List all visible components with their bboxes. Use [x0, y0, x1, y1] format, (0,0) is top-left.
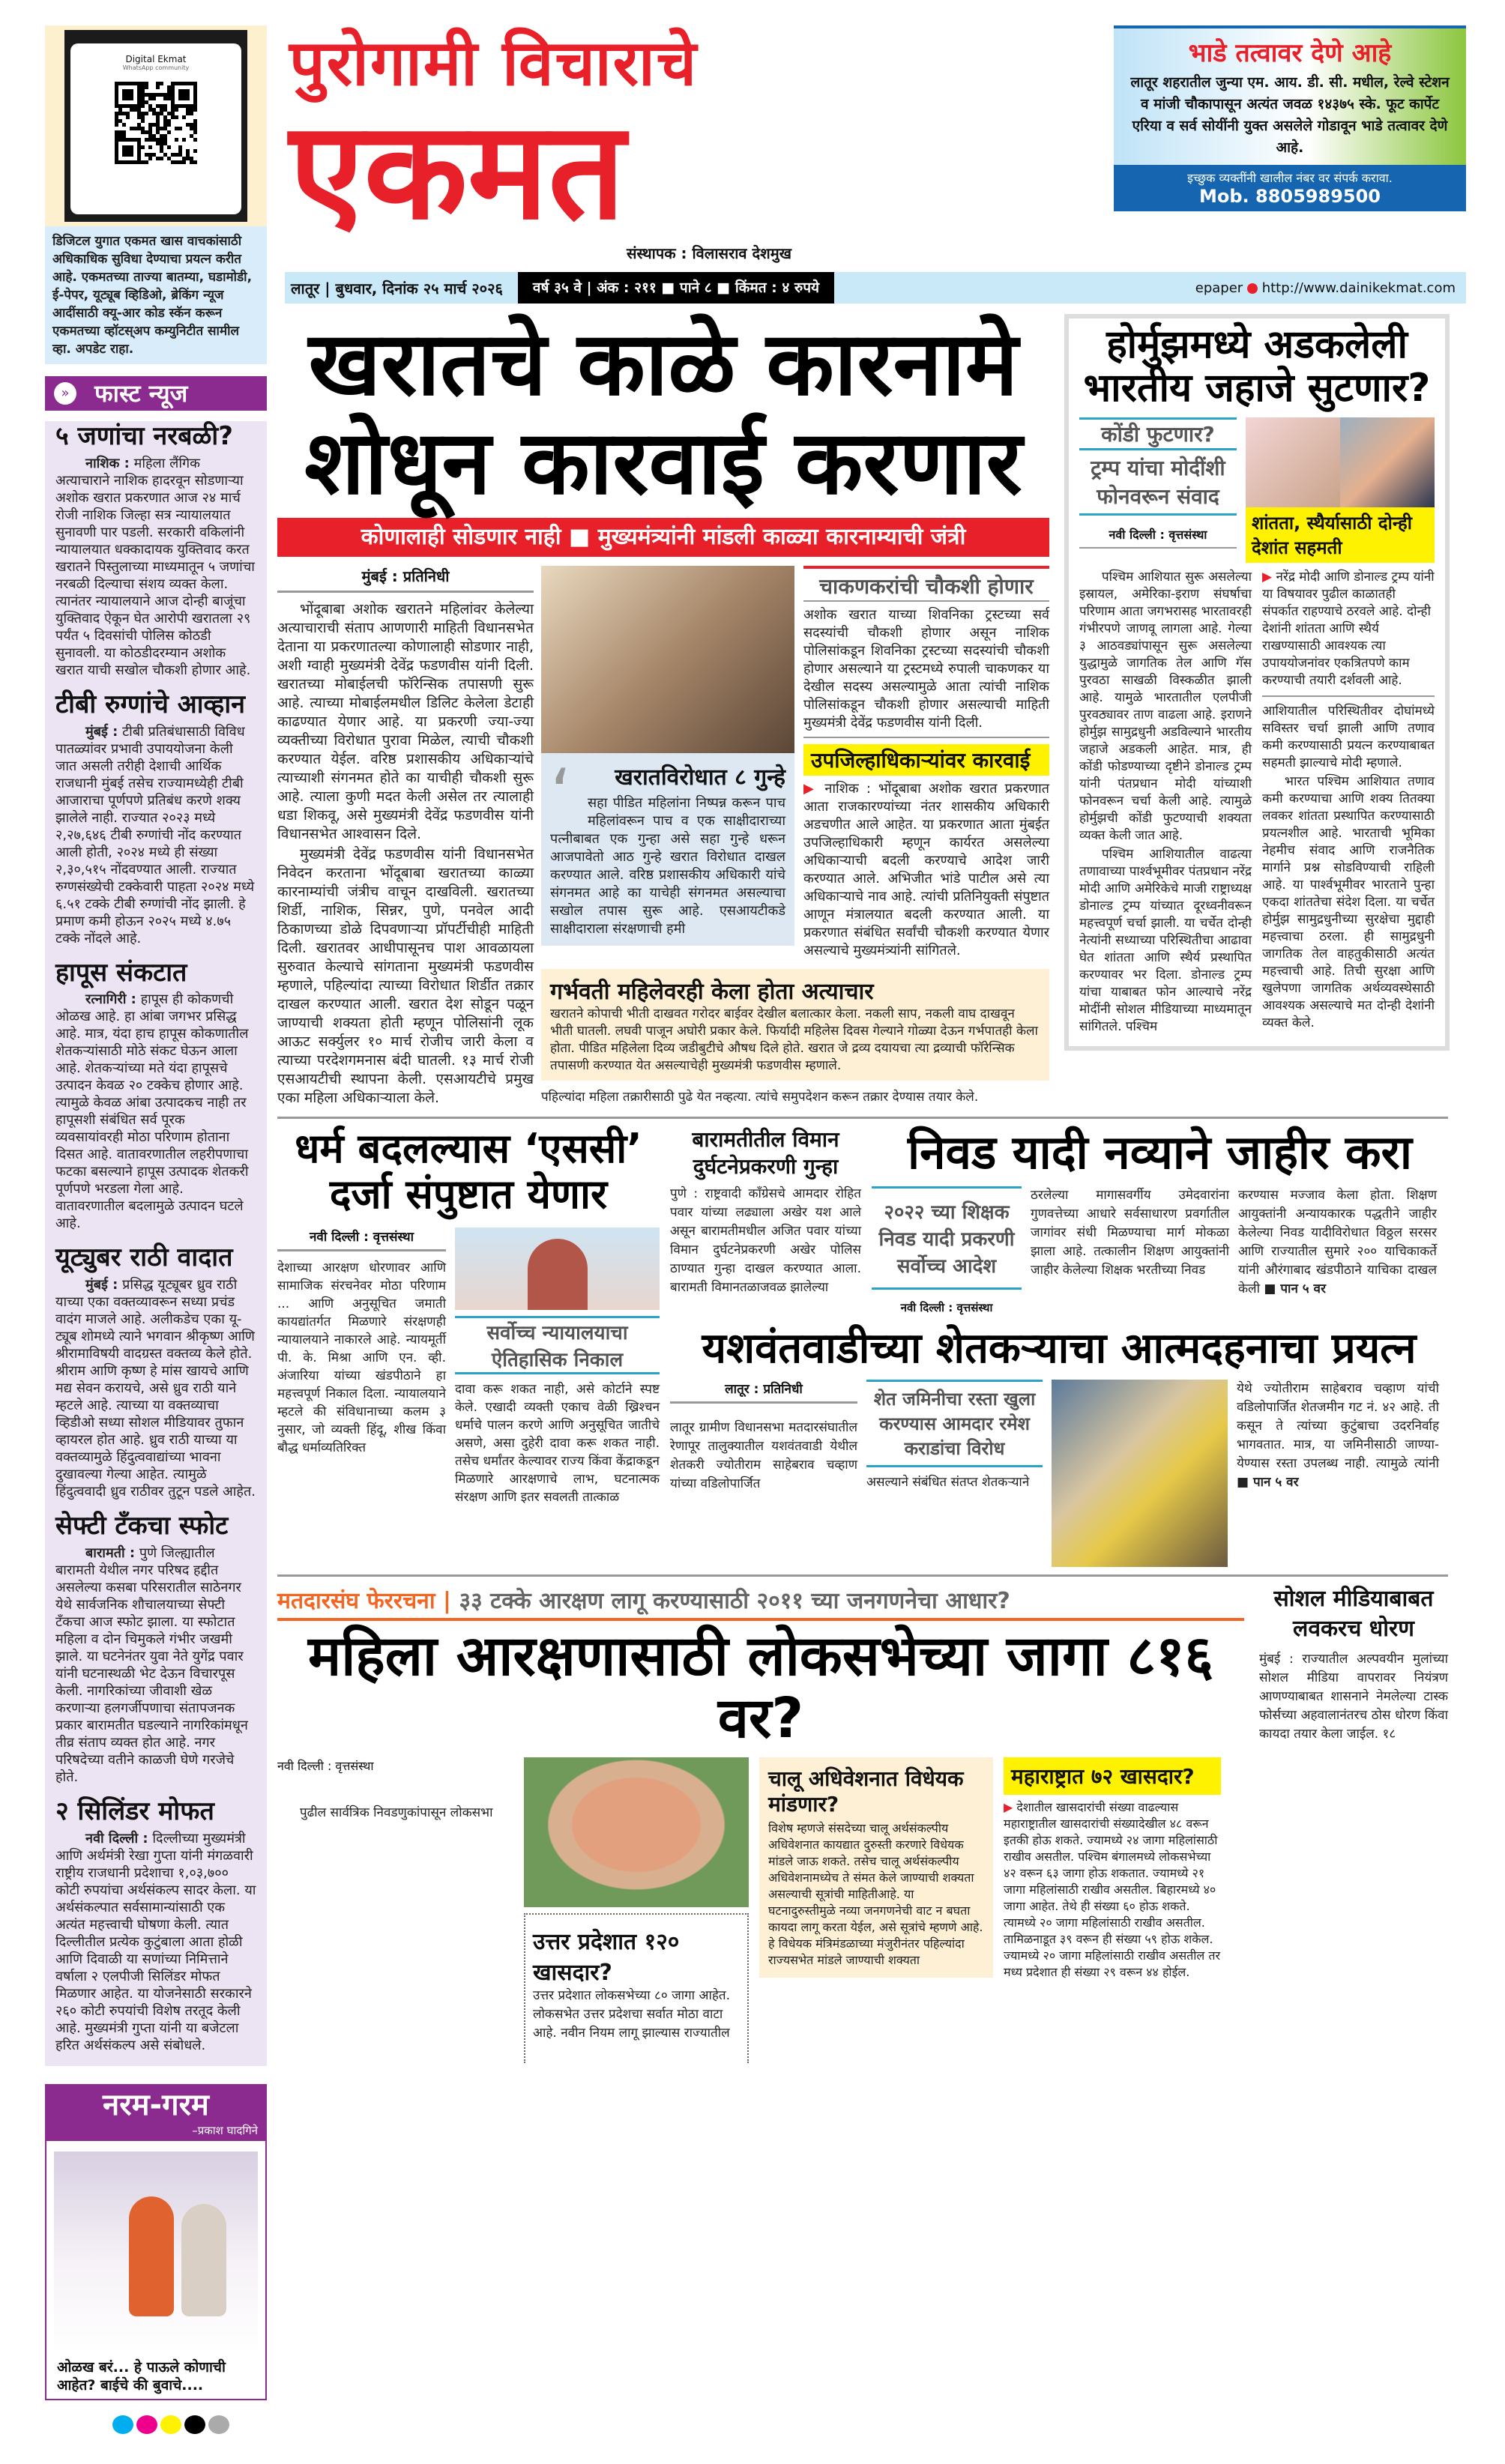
fast-news-headline: सेफ्टी टँकचा स्फोट — [55, 1511, 229, 1541]
farmer-protest-photo — [1052, 1380, 1228, 1567]
fast-news-item — [55, 1544, 256, 1786]
lead-strap: कोणालाही सोडणार नाही ■ मुख्यमंत्र्यांनी मांडली काळ्या कारनाम्याची जंत्री — [277, 518, 1049, 557]
modi-trump-photo — [1246, 417, 1435, 507]
fast-news-item — [55, 455, 256, 679]
sc-dateline: नवी दिल्ली : वृत्तसंस्था — [277, 1228, 446, 1251]
selection-col2-text: करण्यास मज्जाव केला होता. शिक्षण आयुक्तांनी अन्यायकारक पद्धतीने जाहीर केलेल्या निवड यादीविरोधात विठ्ठल सरसर आणि राज्यातील सुमारे २०० याचिकाकर्ते यांनी औरंगाबाद खंडपीठाने याचिका दाखल केली — [1238, 1187, 1437, 1296]
reservation-headline: महिला आरक्षणासाठी लोकसभेच्या जागा ८१६ वर? — [307, 1624, 1214, 1751]
lead-story — [277, 314, 1049, 1109]
lead-headline-line2: शोधून कारवाई करणार — [304, 411, 1022, 515]
fast-news-headline: यूट्युबर राठी वादात — [55, 1242, 233, 1273]
lead-headline-line1: खरातचे काळे कारनामे — [308, 312, 1019, 415]
pregnant-box-title: गर्भवती महिलेवरही केला होता अत्याचार — [550, 979, 874, 1006]
chevron-down-icon: » — [54, 382, 76, 405]
hormuz-photo-caption: शांतता, स्थैर्यासाठी दोन्ही देशांत सहमती — [1246, 507, 1435, 563]
fast-news-place: मुंबई : — [85, 723, 118, 740]
yashwantwadi-headline: यशवंतवाडीच्या शेतकऱ्याचा आत्मदहनाचा प्रयत्न — [702, 1323, 1417, 1373]
lead-dateline: मुंबई : प्रतिनिधी — [277, 566, 534, 593]
fast-news-body: प्रसिद्ध यूट्यूबर ध्रुव राठी याच्या एका वक्तव्यावरून सध्या प्रचंड वादंग माजले आहे. अलीकडेच एका यू-ट्यूब शोमध्ये त्याने भगवान श्रीकृष्ण आणि श्रीरामाविषयी वादग्रस्त वक्तव्य केले होते. श्रीराम आणि कृष्ण हे मांस खायचे आणि मद्य सेवन करायचे, असे ध्रुव राठी याने म्हटले आहे. त्याच्या या वक्तव्याचा व्हिडीओ सध्या सोशल मीडियावर तुफान व्हायरल होत आहे. ध्रुव राठी याच्या या वक्तव्यामुळे हिंदुत्ववाद्यांच्या भावना दुखावल्या गेल्या आहेत. त्यामुळे हिंदुत्ववादी ध्रुव राठीवर तुटून पडले आहेत. — [55, 1277, 256, 1500]
up-box-body: उत्तर प्रदेशात लोकसभेच्या ८० जागा आहेत. लोकसभेत उत्तर प्रदेशचा सर्वात मोठा वाटा आहे. नवीन नियम लागू झाल्यास राज्यातील — [533, 1988, 730, 2041]
parliament-photo — [524, 1757, 749, 1907]
baramati-headline: बारामतीतील विमान दुर्घटनेप्रकरणी गुन्हा — [692, 1127, 839, 1180]
qr-panel — [45, 25, 267, 226]
deputy-collector-body — [803, 780, 1049, 960]
rental-ad — [1114, 25, 1466, 211]
gray-dot — [208, 2415, 229, 2434]
arrow-icon: ▶ — [803, 781, 825, 797]
hormuz-paragraph: आशियातील परिस्थितीवर दोघांमध्ये सविस्तर चर्चा झाली आणि तणाव कमी करण्यासाठी प्रयत्न करण्याबाबत सहमती झाल्याचे मोदी म्हणाले. — [1262, 704, 1435, 771]
cartoon-panel — [45, 2084, 267, 2400]
cartoon-caption: ओळख बरं... हे पाऊले कोणाची आहेत? बाईचे की बुवाचे.... — [57, 2358, 226, 2394]
lead-paragraph: मुख्यमंत्री देवेंद्र फडणवीस यांनी विधानसभेत निवेदन करताना भोंदूबाबा खरातच्या काळ्या कारनाम्यांची जंत्रीच वाचून दाखविली. खरातच्या शिर्डी, नाशिक, सिन्नर, पुणे, पनवेल आदी ठिकाणच्या डोळे दिपवणाऱ्या प्रॉपर्टीचीही माहिती दिली. खरातवर आधीपासूनच पाश आवळायला सुरुवात केल्याचे सांगताना मुख्यमंत्री फडणवीस म्हणाले, पहिल्यांदा त्याच्या विरोधात शिर्डीत तक्रार दाखल करण्यात आली. खरात देश सोडून पळून जाण्याची शक्यता होती म्हणून पोलिसांनी लूक आऊट सर्क्युलर १० मार्च रोजीच जारी केला व त्याच्या परदेशगमनास बंदी घातली. १३ मार्च रोजी एसआयटीची स्थापना केली. एसआयटीचे प्रमुख एका महिला अधिकाऱ्याला केले. — [277, 846, 534, 1107]
maharashtra-text: देशातील खासदारांची संख्या वाढल्यास महाराष्ट्रातील खासदारांची संख्यादेखील ४८ वरून इतकी होऊ शकते. ज्यामध्ये २४ जागा महिलांसाठी राखीव असतील. पश्चिम बंगालमध्ये लोकसभेच्या ४२ वरून ६३ जागा होऊ शकतात. ज्यामध्ये २१ जागा महिलांसाठी राखीव असतील. बिहारमध्ये ४० जागा आहेत. तेथे ही संख्या ६० होऊ शकते. त्यामध्ये २० जागा महिलांसाठी राखीव असतील. तामिळनाडूत ३९ वरून ही संख्या ५९ होऊ शकेल. ज्यामध्ये २० जागा महिलांसाठी राखीव असतील तर मध्य प्रदेशात ही संख्या २९ वरून ४४ होईल. — [1004, 1800, 1220, 1980]
fast-news-item — [55, 1830, 256, 2054]
quote-box — [541, 753, 794, 946]
fast-news-headline: ५ जणांचा नरबळी? — [55, 421, 233, 451]
selection-headline: निवड यादी नव्याने जाहीर करा — [908, 1125, 1412, 1180]
fast-news-headline: २ सिलिंडर मोफत — [55, 1796, 214, 1826]
deputy-collector-text: नाशिक : भोंदूबाबा अशोक खरात प्रकरणात आता राजकारण्यांच्या नंतर शासकीय अधिकारी अडचणीत आले आहेत. या प्रकरणात आता मुंबईत उपजिल्हाधिकारी म्हणून कार्यरत असलेल्या अधिकाऱ्याची बदली करण्याचे आदेश जारी करण्यात आले. अभिजीत भांडे पाटील असे त्या अधिकाऱ्याचे नाव आहे. त्यांची प्रतिनियुक्ती संपुष्टात आणून मंत्रालयात बदली करण्यात आली. या प्रकरणात संबंधित सर्वांची चौकशी करण्यात येणार असल्याचे मुख्यमंत्र्यांनी सांगितले. — [803, 781, 1049, 959]
fast-news-place: मुंबई : — [85, 1277, 118, 1293]
yashwantwadi-col3 — [1237, 1380, 1439, 1492]
fast-news-body: पुणे जिल्ह्यातील बारामती येथील नगर परिषद हद्दीत असलेल्या कसबा परिसरातील साठेनगर येथे सार्वजनिक शौचालयाच्या सेफ्टी टँकचा आज स्फोट झाला. या स्फोटात महिला व दोन चिमुकले गंभीर जखमी झाले. या घटनेनंतर युवा नेते युगेंद्र पवार यांनी घटनास्थळी भेट देऊन विचारपूस केली. नागरिकांच्या जीवाशी खेळ करणाऱ्या हलगर्जीपणाचा संतापजनक प्रकार बारामतीत घडल्याने नागरिकांमधून तीव्र संताप व्यक्त होत आहे. नगर परिषदेच्या वतीने काळजी घेणे गरजेचे होते. — [55, 1544, 248, 1785]
yashwantwadi-col1: लातूर ग्रामीण विधानसभा मतदारसंघातील रेणापूर तालुक्यातील यशवंतवाडी येथील शेतकरी ज्योतीराम साहेबराव चव्हाण यांच्या वडिलोपार्जित — [670, 1420, 857, 1492]
session-box-body: विशेष म्हणजे संसदेच्या चालू अर्थसंकल्पीय अधिवेशनात कायद्यात दुरुस्ती करणारे विधेयक मांडले जाऊ शकते. तसेच चालू अर्थसंकल्पीय अधिवेशनामध्येच ते संमत केले जाण्याची शक्यता असल्याची सूत्रांची माहितीआहे. या घटनादुरुस्तीमुळे नव्या जनगणनेची वाट न बघता कायदा लागू करता येईल, असे सूत्रांचे म्हणणे आहे. हे विधेयक मंत्रिमंडळाच्या मंजुरीनंतर पहिल्यांदा राज्यसभेत मांडले जाण्याची शक्यता — [768, 1821, 983, 1968]
fast-news-body: टीबी प्रतिबंधासाठी विविध पातळ्यांवर प्रभावी उपाययोजना केली जात असली तरीही देशाची आर्थिक राजधानी मुंबई तसेच राज्यामध्येही टीबी आजाराचा पूर्णपणे प्रतिबंध करणे शक्य झालेले नाही. राज्यात २०२३ मध्ये २,२७,६४६ टीबी रुग्णांची नोंद करण्यात आली होती, २०२४ मध्ये ही संख्या २,३०,५१५ नोंदवण्यात आली. राज्यात रुग्णसंख्येची टक्केवारी पाहता २०२४ मध्ये ६.५१ टक्के टीबी रुग्णांची नोंद झाली. हे प्रमाण कमी होऊन २०२५ मध्ये ४.७५ टक्के नोंदले आहे. — [55, 723, 255, 946]
maharashtra-box-title: महाराष्ट्रात ७२ खासदार? — [1004, 1757, 1221, 1795]
fast-news-headline: टीबी रुग्णांचे आव्हान — [55, 689, 246, 719]
divider — [277, 1117, 1448, 1119]
reservation-body: पुढील सार्वत्रिक निवडणुकांपासून लोकसभा — [300, 1805, 493, 1821]
fast-news-item — [55, 991, 256, 1232]
fast-news-body: हापूस ही कोकणची ओळख आहे. हा आंबा जगभर प्रसिद्ध आहे. मात्र, यंदा हाच हापूस कोकणातील शेतकऱ्यांसाठी मोठे संकट घेऊन आला आहे. शेतकऱ्यांच्या मते यंदा हापूसचे उत्पादन केवळ २० टक्केच होणार आहे. त्यामुळे केवळ आंबा उत्पादकच नाही तर हापूसशी संबंधित सर्व पूरक व्यवसायांवरही मोठा परिणाम होताना दिसत आहे. वातावरणातील लहरीपणाचा फटका बसल्याने हापूस उत्पादक शेतकरी पूर्णपणे भरडला गेला आहे. वातावरणातील बदलामुळे उत्पादन घटले आहे. — [55, 991, 249, 1232]
up-box — [524, 1913, 749, 2063]
hormuz-subhead: ट्रम्प यांचा मोदींशी फोनवरून संवाद — [1079, 450, 1237, 516]
lead-closing-line: पहिल्यांदा महिला तक्रारीसाठी पुढे येत नव्हत्या. त्यांचे समुपदेशन करून तक्रार देण्यास तयार केले. — [541, 1090, 979, 1105]
cyan-dot — [112, 2415, 133, 2434]
ad-title: भाडे तत्वावर देणे आहे — [1188, 38, 1392, 68]
qr-code[interactable] — [115, 82, 197, 164]
ad-mobile[interactable]: Mob. 8805989500 — [1198, 186, 1381, 207]
main-area — [277, 25, 1466, 2063]
fast-news-headline: हापूस संकटात — [55, 957, 187, 988]
social-media-headline: सोशल मीडियाबाबत लवकरच धोरण — [1273, 1586, 1434, 1643]
chakankar-title: चाकणकरांची चौकशी होणार — [803, 572, 1049, 602]
black-dot — [184, 2415, 205, 2434]
digital-ekmat-subtitle: WhatsApp community — [122, 64, 190, 71]
selection-body-col1: ठरलेल्या मागासवर्गीय उमेदवारांना गुणवत्तेच्या आधारे सर्वसाधारण प्रवर्गातील जागांवर संधी मिळण्याचा मार्ग मोकळा झाला आहे. तत्कालीन शिक्षण आयुक्तांनी जाहीर केलेल्या शिक्षक भरतीच्या निवड — [1031, 1187, 1229, 1278]
baramati-story — [670, 1126, 861, 1297]
fast-news-item — [55, 1276, 256, 1500]
fast-news-title: फास्ट न्यूज — [94, 379, 188, 408]
selection-dateline: नवी दिल्ली : वृत्तसंस्था — [900, 1300, 993, 1314]
hormuz-paragraph: पश्चिम आशियात सुरू असलेल्या इस्रायल, अमेरिका-इराण संघर्षाचा परिणाम आता जगभरासह भारतावरही गंभीरपणे जाणवू लागला आहे. गेल्या ३ आठवड्यांपासून सुरू असलेल्या युद्धामुळे जागतिक तेल आणि गॅस पुरवठा साखळी विस्कळीत झाली आहे. यामुळे भारतातील एलपीजी पुरवठ्यावर ताण वाढला आहे. इराणने होर्मुझ सामुद्रधुनी अडविल्याने भारतीय जहाजे अडकली आहेत. मात्र, ही कोंडी फोडण्याच्या दृष्टीने डोनाल्ड ट्रम्प यांनी पंतप्रधान मोदी यांच्याशी फोनवरून चर्चा केली आहे. त्यामुळे होर्मुझची कोंडी फुटण्याची शक्यता व्यक्त केली जात आहे. — [1079, 570, 1252, 844]
date-bar — [285, 272, 1466, 304]
issue-info: वर्ष ३५ वे | अंक : २११ ■ पाने ८ ■ किंमत : ४ रुपये — [518, 272, 834, 304]
cartoon-author: –प्रकाश घादगिने — [192, 2123, 258, 2137]
pregnant-woman-box — [541, 969, 1049, 1081]
sc-story — [277, 1126, 660, 1506]
hormuz-paragraph: पश्चिम आशियातील वाढत्या तणावाच्या पार्श्वभूमीवर पंतप्रधान नरेंद्र मोदी आणि अमेरिकेचे माजी राष्ट्राध्यक्ष डोनाल्ड ट्रम्प यांच्यात दूरध्वनीवरून महत्त्वपूर्ण चर्चा झाली. या चर्चेत दोन्ही नेत्यांनी सध्याच्या परिस्थितीचा आढावा घेत शांतता आणि स्थैर्य प्रस्थापित करण्यावर भर दिला. डोनाल्ड ट्रम्प यांचा याबाबत फोन आल्याचे नरेंद्र मोदींनी सोशल मीडियाच्या माध्यमातून सांगितले. पश्चिम — [1079, 847, 1252, 1035]
selection-story — [872, 1126, 1448, 1314]
quote-icon: ‘ — [550, 755, 572, 834]
yashwantwadi-box: शेत जमिनीचा रस्ता खुला करण्यास आमदार रमेश कराडांचा विरोध — [866, 1380, 1043, 1467]
reservation-story — [277, 1584, 1244, 2063]
quote-body: सहा पीडित महिलांना निष्पन्न करून पाच महिलांवरून पाच व एक साक्षीदाराच्या पत्नीबाबत एक गुन्हा असे सहा गुन्हे धरून आजपावेतो आठ गुन्हे खरात विरोधात दाखल करण्यात आले. वरिष्ठ प्रशासकीय अधिकारी यांचे संगनमत आहे का याचेही संगनमत असल्याचा सखोल तपास सुरू आहे. एसआयटीकडे साक्षीदाराला संरक्षणाची हमी — [550, 795, 785, 937]
selection-box: २०२२ च्या शिक्षक निवड यादी प्रकरणी सर्वोच्च आदेश — [872, 1186, 1022, 1290]
fast-news-place: नवी दिल्ली : — [85, 1830, 148, 1847]
magenta-dot — [136, 2415, 157, 2434]
cartoon-title: नरम-गरम — [103, 2087, 209, 2122]
epaper-label: epaper — [1195, 280, 1243, 296]
yellow-dot — [160, 2415, 181, 2434]
continued-link[interactable]: ■ पान ५ वर — [1264, 1281, 1326, 1296]
hormuz-story — [1064, 314, 1450, 1051]
masthead-tagline: पुरोगामी विचाराचे — [289, 26, 699, 100]
baramati-body: पुणे : राष्ट्रवादी काँग्रेसचे आमदार रोहित पवार यांच्या लढ्याला अखेर यश आले असून बारामतीमधील अजित पवार यांच्या विमान दुर्घटनेप्रकरणी अखेर पोलिस ठाण्यात गुन्हा दाखल करण्यात आला. बारामती विमानतळाजवळ झालेल्या — [670, 1186, 861, 1296]
chief-minister-photo — [541, 566, 794, 753]
sc-headline: धर्म बदलल्यास ‘एससी’ दर्जा संपुष्टात येणार — [295, 1125, 642, 1218]
arrow-icon: ▶ — [1004, 1800, 1017, 1815]
kicker-label: मतदारसंघ फेररचना — [277, 1588, 435, 1615]
maharashtra-box — [1004, 1757, 1221, 1981]
yashwantwadi-story — [670, 1323, 1448, 1568]
hormuz-paragraph: भारत पश्चिम आशियात तणाव कमी करण्याचा आणि शक्य तितक्या लवकर शांतता प्रस्थापित करण्यासाठी प्रयत्नशील आहे. भारताची भूमिका नेहमीच संवाद आणि राजनैतिक मार्गाने प्रश्न सोडविण्याची राहिली आहे. या पार्श्वभूमीवर भारताने पुन्हा एकदा शांततेचा संदेश दिला. या चर्चेत होर्मुझ सामुद्रधुनीच्या सुरक्षेचा मुद्दाही महत्त्वाचा ठरला. ही सामुद्रधुनी जागतिक तेल वाहतुकीसाठी अत्यंत महत्त्वाची आहे. तिची सुरक्षा आणि खुलेपणा जागतिक अर्थव्यवस्थेसाठी आवश्यक असल्याचे मत दोन्ही देशांनी व्यक्त केले. — [1262, 774, 1435, 1031]
fast-news-item — [55, 723, 256, 947]
hormuz-headline: होर्मुझमध्ये अडकलेली भारतीय जहाजे सुटणार? — [1083, 322, 1431, 411]
arrow-icon: ▶ — [1262, 570, 1276, 585]
yashwantwadi-col2: असल्याने संबंधित संतप्त शेतकऱ्याने — [866, 1475, 1030, 1491]
ad-body: लातूर शहरातील जुन्या एम. आय. डी. सी. मधील, रेल्वे स्टेशन व मांजी चौकापासून अत्यंत जवळ १४३७५ स्के. फूट कार्पेट एरिया व सर्व सोयींनी युक्त असलेले गोडावून भाडे तत्वावर देणे आहे. — [1130, 74, 1450, 156]
left-column — [45, 25, 267, 2434]
fast-news-body: महिला लैंगिक अत्याचाराने नाशिक हादरवून सोडणाऱ्या अशोक खरात प्रकरणात आज २४ मार्च रोजी नाशिक जिल्हा सत्र न्यायालयात सुनावणी पार पडली. सरकारी वकिलांनी न्यायालयात धक्कादायक युक्तिवाद करत खरातने पिस्तुलाच्या माध्यमातून ५ जणांचा नरबळी दिल्याचा संशय व्यक्त केला. त्यानंतर न्यायालयाने आज दोन्ही बाजूंचा युक्तिवाद ऐकून घेत आरोपी खरातला २९ पर्यंत ५ दिवसांची पोलिस कोठडी सुनावली. या कोठडीदरम्यान अशोक खरात याची सखोल चौकशी होणार आहे. — [55, 455, 255, 678]
lead-body — [277, 566, 534, 1109]
session-box — [759, 1757, 993, 1978]
fast-news-body: दिल्लीच्या मुख्यमंत्री आणि अर्थमंत्री रेखा गुप्ता यांनी मंगळवारी राष्ट्रीय राजधानी प्रदेशाचा १,०३,७०० कोटी रुपयांचा अर्थसंकल्प सादर केला. या अर्थसंकल्पात सर्वसामान्यांसाठी एक अत्यंत महत्त्वाची घोषणा केली. त्यात दिल्लीतील प्रत्येक कुटुंबाला आता होळी आणि दिवाळी या सणांच्या निमित्ताने वर्षाला २ एलपीजी सिलिंडर मोफत मिळणार आहेत. या योजनेसाठी सरकारने २६० कोटी रुपयांची विशेष तरतूद केली आहे. मुख्यमंत्री गुप्ता यांनी या बजेटला हरित अर्थसंकल्प असे संबोधले. — [55, 1830, 256, 2053]
fast-news-header — [45, 376, 267, 411]
color-registration-marks — [112, 2415, 267, 2434]
sc-subhead: सर्वोच्च न्यायालयाचा ऐतिहासिक निकाल — [455, 1316, 660, 1374]
place-date: लातूर | बुधवार, दिनांक २५ मार्च २०२६ — [291, 279, 503, 298]
up-box-title: उत्तर प्रदेशात १२० खासदार? — [533, 1929, 680, 1987]
masthead — [277, 25, 1027, 263]
chakankar-body: अशोक खरात याच्या शिवनिका ट्रस्टच्या सर्व सदस्यांची चौकशी होणार असून नाशिक पोलिसांकडून शिवनिका ट्रस्टच्या सदस्यांची चौकशी होणार असल्याने या ट्रस्टमध्ये रुपाली चाकणकर या देखील सदस्य असल्यामुळे आता त्यांची नाशिक पोलिसांकडून चौकशी होणार असल्याची माहिती मुख्यमंत्री देवेंद्र फडणवीस यांनी दिली. — [803, 606, 1049, 738]
yashwantwadi-col3-text: येथे ज्योतीराम साहेबराव चव्हाण यांची वडिलोपार्जित शेतजमीन गट नं. ४२ आहे. ती कसून ते त्यांच्या कुटुंबाचा उदरनिर्वाह भागवतात. मात्र, या जमिनीसाठी जाण्या-येण्यास रस्ता उपलब्ध नाही. त्यामुळे त्यांनी — [1237, 1381, 1439, 1472]
qr-promo: डिजिटल युगात एकमत खास वाचकांसाठी अधिकाधिक सुविधा देण्याचा प्रयत्न करीत आहे. एकमतच्या ताज्या बातम्या, घडामोडी, ई-पेपर, यूट्यूब व्हिडिओ, ब्रेकिंग न्यूज आदींसाठी क्यू-आर कोड स्कॅन करून एकमतच्या व्हॉटस्अप कम्युनिटीत सामील व्हा. अपडेट राहा. — [45, 226, 267, 364]
ad-contact: इच्छुक व्यक्तींनी खालील नंबर वर संपर्क करावा. — [1187, 171, 1393, 185]
masthead-founder: संस्थापक : विलासराव देशमुख — [627, 244, 792, 262]
kicker-text: ३३ टक्के आरक्षण लागू करण्यासाठी २०११ च्या जनगणनेचा आधार? — [459, 1588, 1010, 1615]
fast-news-place: रत्नागिरी : — [85, 991, 136, 1008]
hormuz-caption-body: नरेंद्र मोदी आणि डोनाल्ड ट्रम्प यांनी या विषयावर पुढील काळातही संपर्कात राहण्याचे ठरवले आहे. दोन्ही देशांनी शांतता आणि स्थैर्य राखण्यासाठी आवश्यक त्या उपाययोजनांवर एकत्रितपणे काम करण्याची तयारी दर्शवली आहे. — [1262, 570, 1435, 689]
fast-news-place: नाशिक : — [85, 455, 130, 471]
fast-news-list — [45, 421, 267, 2066]
masthead-logo: एकमत — [289, 93, 626, 250]
reservation-kicker: मतदारसंघ फेररचना | ३३ टक्के आरक्षण लागू करण्यासाठी २०११ च्या जनगणनेचा आधार? — [277, 1584, 1244, 1621]
sc-body-col1: देशाच्या आरक्षण धोरणावर आणि सामाजिक संरचनेवर मोठा परिणाम ... आणि अनुसूचित जमाती कायद्यांतर्गत मिळणारे संरक्षणही न्यायालयाने नाकारले आहे. न्यायमूर्ती पी. के. मिश्रा आणि एन. व्ही. अंजारिया यांच्या खंडपीठाने हा महत्त्वपूर्ण निकाल दिला. न्यायालयाने म्हटले की संविधानाच्या कलम ३ नुसार, जो व्यक्ती हिंदू, शीख किंवा बौद्ध धर्माव्यतिरिक्त — [277, 1260, 446, 1456]
continued-link[interactable]: ■ पान ५ वर — [1237, 1475, 1299, 1491]
fast-news-place: बारामती : — [85, 1544, 136, 1561]
epaper-link[interactable]: http://www.dainikekmat.com — [1261, 280, 1456, 296]
deputy-collector-title: उपजिल्हाधिकाऱ्यांवर कारवाई — [803, 744, 1049, 776]
digital-ekmat-title: Digital Ekmat — [125, 54, 187, 64]
session-box-title: चालू अधिवेशनात विधेयक मांडणार? — [768, 1766, 964, 1817]
lead-paragraph: भोंदूबाबा अशोक खरातने महिलांवर केलेल्या अत्याचाराची संताप आणणारी माहिती विधानसभेत देताना या प्रकरणातल्या कोणालाही सोडणार नाही, अशी ग्वाही मुख्यमंत्री देवेंद्र फडणवीस यांनी दिली. खरातच्या मोबाईलची फॉरेन्सिक तपासणी सुरू आहे. त्याच्या मोबाईलमधील डिलिट केलेला डेटाही काढण्यात येणार आहे. या प्रकरणी ज्या-ज्या व्यक्तीच्या विरोधात पुरावा मिळेल, त्याची चौकशी करण्यात येईल. वरिष्ठ प्रशासकीय अधिकाऱ्यांचे त्याच्याशी संगनमत होते का याचीही चौकशी सुरू आहे. त्याला कुणी मदत केली असेल तर त्यालाही धडा शिकवू, असे मुख्यमंत्री देवेंद्र फडणवीस यांनी विधानसभेत आश्वासन दिले. — [277, 601, 534, 843]
reservation-dateline: नवी दिल्ली : वृत्तसंस्था — [277, 1759, 374, 1774]
selection-body-col2 — [1238, 1186, 1437, 1299]
yashwantwadi-dateline: लातूर : प्रतिनिधी — [670, 1380, 857, 1404]
social-media-story — [1259, 1584, 1448, 1744]
maharashtra-box-body — [1004, 1799, 1221, 1981]
supreme-court-photo — [455, 1228, 660, 1310]
pregnant-box-body: खरातने कोपाची भीती दाखवत गरोदर बाईवर देखील बलात्कार केला. नकली साप, नकली वाघ दाखवून भीती घातली. लघवी पाजून अघोरी प्रकार केले. फिर्यादी महिलेस दिवस गेल्याने गोळ्या देऊन गर्भपातही केला होता. पीडित महिलेला दिव्य जडीबुटीचे औषध दिले होते. खरात जे द्रव्य दयायचा त्या द्रव्याची फॉरेन्सिक तपासणी करण्यात येत असल्याचेही मुख्यमंत्री फडणवीस म्हणाले. — [550, 1006, 1038, 1074]
chakankar-story — [803, 566, 1049, 960]
sc-body-col2: दावा करू शकत नाही, असे कोर्टाने स्पष्ट केले. एखादी व्यक्ती एकाच वेळी ख्रिश्चन धर्माचे पालन करणे आणि अनुसूचित जातीचे असणे, असा दुहेरी दावा करू शकत नाही. तसेच धर्मांतर केल्यावर राज्य किंवा केंद्राकडून मिळणारे आरक्षणाचे लाभ, घटनात्मक संरक्षण आणि इतर सवलती तात्काळ — [455, 1382, 660, 1506]
cartoon-illustration — [54, 2152, 258, 2354]
epaper-icon — [1247, 283, 1258, 294]
social-media-body: मुंबई : राज्यातील अल्पवयीन मुलांच्या सोशल मीडिया वापरावर नियंत्रण आणण्याबाबत शासनाने नेमलेल्या टास्क फोर्सच्या अहवालानंतरच ठोस धोरण किंवा कायदा तयार केला जाईल. १८ — [1259, 1652, 1448, 1742]
hormuz-kicker: कोंडी फुटणार? — [1079, 417, 1237, 450]
hormuz-dateline: नवी दिल्ली : वृत्तसंस्था — [1079, 516, 1237, 549]
quote-title: खरातविरोधात ८ गुन्हे — [615, 764, 785, 791]
divider — [277, 1574, 1448, 1577]
